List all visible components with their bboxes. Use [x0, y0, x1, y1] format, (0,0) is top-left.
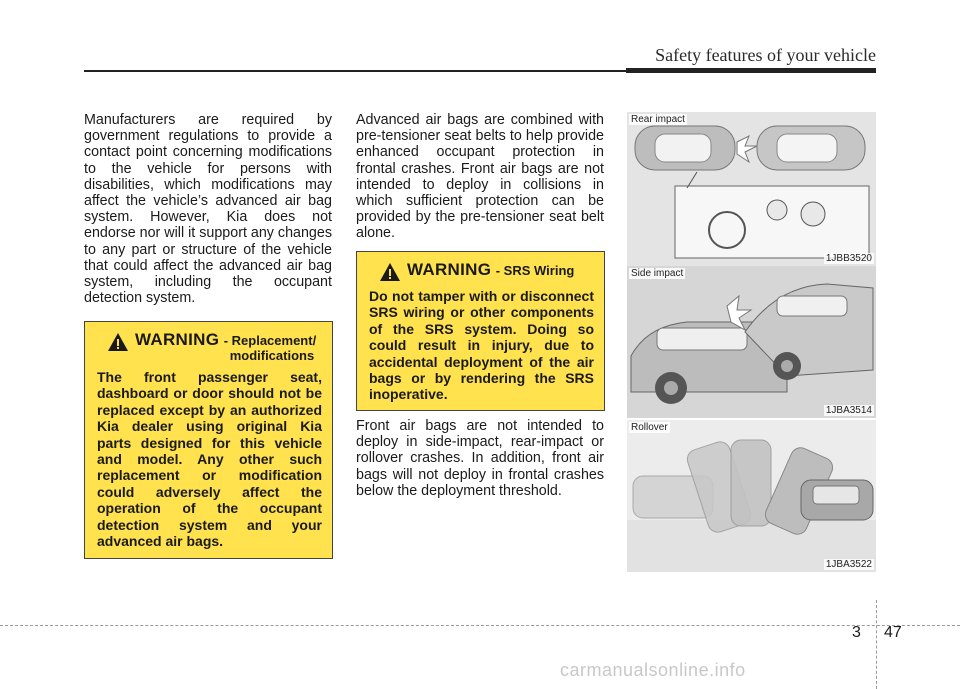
- rear-impact-illustration: [627, 112, 876, 266]
- page-chapter: 3: [852, 624, 861, 641]
- header-title: Safety features of your vehicle: [655, 45, 876, 65]
- figure-label: Rear impact: [631, 114, 685, 125]
- column2-paragraph2: Front air bags are not intended to deploy in side-impact, rear-impact or rollover crashes. In addition, front air bags will not deploy in frontal crashes below the deployment threshold.: [356, 418, 604, 499]
- warning-triangle-icon: [379, 262, 401, 282]
- footer-rule: [0, 625, 960, 626]
- column2-paragraph1: Advanced air bags are combined with pre-tensioner seat belts to help provide enhanced occupant protection in frontal crashes. Front air bags are not intended to deploy in collisions in which sufficient protection can be provided by the pre-tensioner seat belt alone.: [356, 112, 604, 242]
- page-number: 47: [884, 624, 902, 641]
- figure-rollover: [627, 420, 876, 572]
- warning-header: [369, 260, 594, 282]
- warning-box-replacement: [84, 321, 333, 559]
- figure-side-impact: [627, 266, 876, 418]
- warning-word: WARNING: [135, 330, 220, 349]
- warning-subtitle: - SRS Wiring: [495, 263, 575, 278]
- warning-triangle-icon: [107, 332, 129, 352]
- watermark-text: carmanualsonline.info: [560, 660, 746, 680]
- header-rule-accent: [626, 68, 876, 73]
- warning-word: WARNING: [407, 260, 492, 279]
- footer-divider: [876, 600, 877, 689]
- figure-code: 1JBA3522: [825, 559, 872, 570]
- side-impact-illustration: [627, 266, 876, 418]
- warning-header: [97, 330, 322, 363]
- figure-label: Side impact: [631, 268, 684, 279]
- warning-box-srs-wiring: [356, 251, 605, 411]
- warning-subtitle-cont: modifications: [229, 348, 315, 363]
- column1-paragraph: Manufacturers are required by government regulations to provide a contact point concerning modifications to the vehicle for persons with disabilities, which modifications may affect the vehicle’s advanced air bag system. However, Kia does not endorse nor will it support any changes to any part or structure of the vehicle that could affect the advanced air bag system, including the occupant detection system.: [84, 112, 332, 307]
- figure-label: Rollover: [631, 422, 668, 433]
- figure-rear-impact: [627, 112, 876, 266]
- rollover-illustration: [627, 420, 876, 572]
- figure-code: 1JBA3514: [825, 405, 872, 416]
- warning-subtitle: - Replacement/: [223, 333, 317, 348]
- warning-body: Do not tamper with or disconnect SRS wiring or other components of the SRS system. Doing so could result in injury, due to accidental deployment of the air bags or by rendering the SRS inoperative.: [369, 288, 594, 403]
- warning-body: The front passenger seat, dashboard or door should not be replaced except by an authorized Kia dealer using original Kia parts designed for this vehicle and model. Any other such replacement or modification could adversely affect the operation of the occupant detection system and your advanced air bags.: [97, 369, 322, 550]
- figure-code: 1JBB3520: [825, 253, 872, 264]
